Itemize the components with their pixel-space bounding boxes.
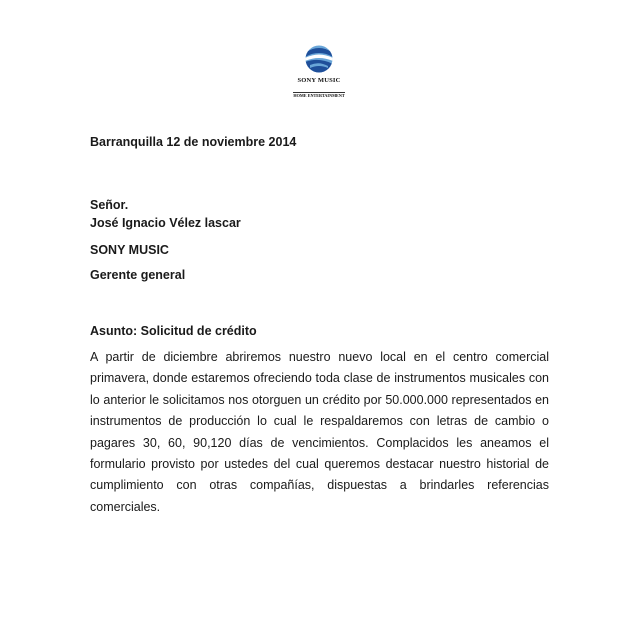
recipient-name: José Ignacio Vélez lascar [90,216,241,230]
sony-music-emblem-icon [304,44,334,76]
letter-body: A partir de diciembre abriremos nuestro nuevo local en el centro comercial primavera, donde estaremos ofreciendo toda clase de instrumentos musicales con lo anterior le solicitamos nos otorguen un crédito por 50.000.000 representados en instrumentos de producción lo cual le respaldaremos con letras de cambio o pagares 30, 60, 90,120 días de vencimientos. Complacidos les aneamos el formulario provisto por ustedes del cual queremos destacar nuestro historial de cumplimiento con otras compañías, dispuestas a brindarles referencias comerciales. [90,350,549,514]
recipient-position: Gerente general [90,268,186,282]
letter-subject: Asunto: Solicitud de crédito [90,324,257,338]
logo-subtitle: HOME ENTERTAINMENT [293,93,345,98]
letter-date: Barranquilla 12 de noviembre 2014 [90,135,297,149]
sony-music-logo [282,44,356,98]
letter-greeting: Señor. [90,198,129,212]
recipient-company: SONY MUSIC [90,243,169,257]
logo-title: SONY MUSIC [297,77,341,84]
